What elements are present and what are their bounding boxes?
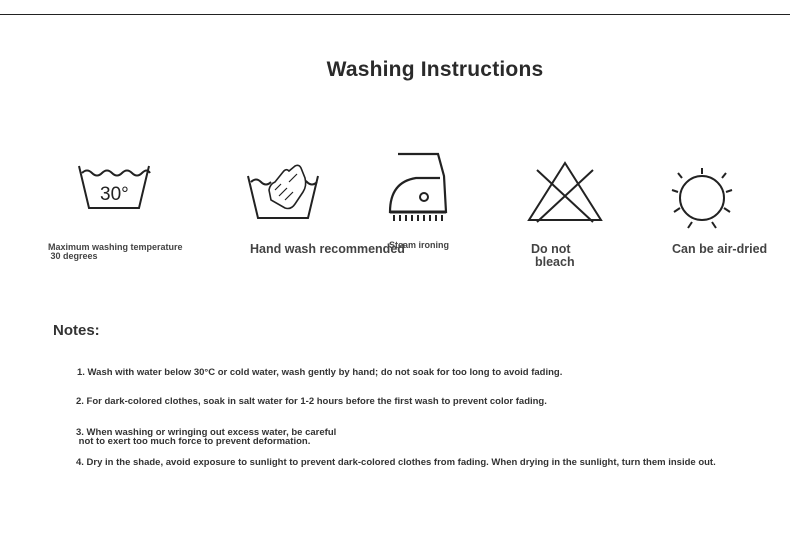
do-not-bleach-label: Do not bleach <box>531 242 575 269</box>
air-dried-label: Can be air-dried <box>672 242 768 256</box>
note-item-3-line2: not to exert too much force to prevent deformation. <box>76 436 311 447</box>
note-item-3-line1: 3. When washing or wringing out excess water, be careful <box>76 427 337 438</box>
note-item-4: 4. Dry in the shade, avoid exposure to sunlight to prevent dark-colored clothes from fading. When drying in the sunlight, turn them inside out. <box>76 457 716 468</box>
wash-30-icon <box>76 162 152 212</box>
wash-temperature-label: Maximum washing temperature 30 degrees <box>48 242 183 261</box>
note-item-1: 1. Wash with water below 30°C or cold water, wash gently by hand; do not soak for too long to avoid fading. <box>77 367 563 378</box>
wash-temperature-text: 30° <box>100 184 129 205</box>
air-dry-sun-icon <box>668 168 738 232</box>
top-divider <box>0 14 790 15</box>
do-not-bleach-icon <box>525 160 605 224</box>
hand-wash-icon <box>245 160 321 222</box>
page-title: Washing Instructions <box>326 58 544 81</box>
hand-wash-label: Hand wash recommended <box>250 242 405 256</box>
note-item-2: 2. For dark-colored clothes, soak in salt water for 1-2 hours before the first wash to prevent color fading. <box>76 396 547 407</box>
notes-heading: Notes: <box>53 322 100 339</box>
steam-iron-icon <box>386 150 460 222</box>
steam-ironing-label: Steam ironing <box>389 240 450 250</box>
